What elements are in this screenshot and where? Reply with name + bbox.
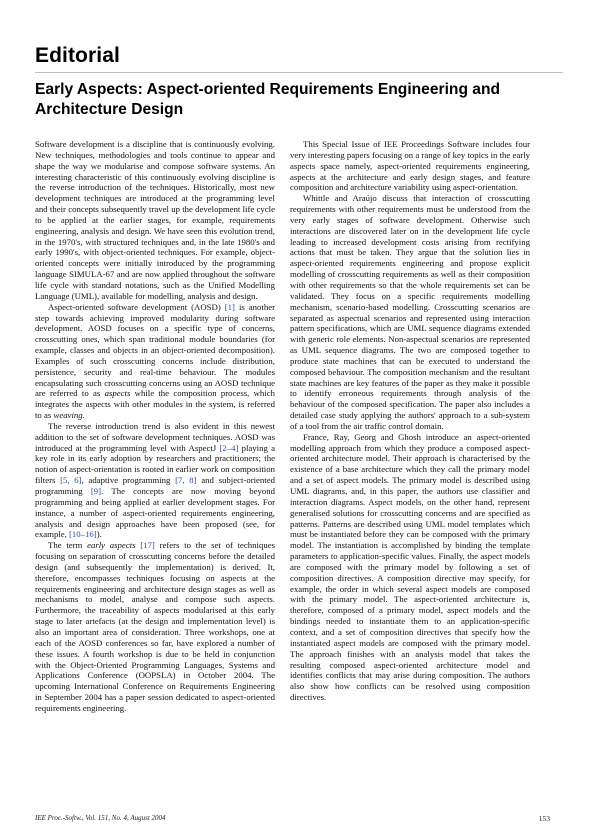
paragraph: This Special Issue of IEE Proceedings Software includes four very interesting papers focusing on a range of key topics in the early aspects space namely, aspect-oriented requirements engineering, aspects at the architecture and early design stages, and feature composition and architecture variability using aspect-orientation. bbox=[290, 139, 530, 193]
citation-link[interactable]: [5, 6] bbox=[60, 475, 82, 486]
citation-link[interactable]: [2–4] bbox=[219, 442, 239, 453]
header-rule bbox=[35, 72, 563, 73]
section-kicker: Editorial bbox=[35, 44, 120, 67]
paragraph: France, Ray, Georg and Ghosh introduce an aspect-oriented modelling approach from which they produce a composed aspect-oriented architecture model. Their approach is characterised by the existence of a base architecture which they call the primary model and a set of aspect models. The primary model is described using UML diagrams, and, in this paper, the authors use classifier and interaction diagrams. Aspect models, on the other hand, represent generalised solutions for crosscutting concerns and are specified as patterns. Patterns are described using UML model templates which must be instantiated before they can be composed with the primary model. The instantiation is accomplished by binding the template parameters to application-specific values. Finally, the aspect models are composed with the primary model by following a set of composition directives. A composition directive may specify, for example, the order in which several aspect models are composed with the primary model. The aspect-oriented architecture is, therefore, composed of a primary model, aspect models and the bindings needed to instantiate them to an application-specific context, and a set of composition directives that specify how the instantiated aspect models are composed with the primary model. The approach finishes with an analysis model that takes the resulting composed aspect-oriented architecture model and identifies conflicts that may arise during composition. The authors also show how conflicts can be resolved using composition directives. bbox=[290, 431, 530, 703]
page-number: 153 bbox=[538, 814, 550, 823]
paragraph: Software development is a discipline that is continuously evolving. New techniques, methodologies and tools continue to appear and shape the way we modularise and compose software systems. An interesting characteristic of this continuously evolving discipline is the reverse introduction of the techniques. Historically, most new development techniques are introduced at the programming level and their concepts subsequently travel up the development life cycle to be applied at the earlier stages, for example, requirements engineering, analysis and design. We have seen this evolution trend, in the 1970's, with structured techniques and, in the late 1980's and early 1990's, with object-oriented techniques. For example, object-oriented concepts were initially introduced by the programming language SIMULA-67 and are now applied throughout the software life cycle with standard notations, such as the Unified Modelling Language (UML), available for modelling, analysis and design. bbox=[35, 139, 275, 301]
left-column bbox=[35, 139, 275, 714]
citation-link[interactable]: [7, 8] bbox=[175, 475, 197, 486]
citation-link[interactable]: [17] bbox=[135, 540, 155, 551]
citation-link[interactable]: [1] bbox=[224, 301, 235, 312]
citation-link[interactable]: [9] bbox=[90, 486, 102, 496]
article-title: Early Aspects: Aspect-oriented Requirements Engineering and Architecture Design bbox=[35, 81, 501, 118]
paragraph: Whittle and Araújo discuss that interaction of crosscutting requirements with other requirements must be understood from the very early stages of software development. Otherwise such interactions are discovered later on in the development life cycle leading to increased development costs arising from rectifying actions that must be taken. They argue that the solution lies in aspect-oriented requirements engineering and propose explicit modelling of crosscutting requirements as well as their composition with other requirements so that the whole requirements set can be validated. They focus on a specific requirements modelling mechanism, scenario-based modelling. Crosscutting scenarios are separated as aspectual scenarios and represented using interaction pattern specifications, which are UML sequence diagrams extended with generic role elements. Non-aspectual scenarios are represented as UML sequence diagrams. The two are composed together to produce state machines that can be executed to understand the composed behaviour. The composition mechanism and the resultant state machines are key features of the paper as they make it possible to identify erroneous requirements through analysis of the behaviour of the composed specification. The paper also includes a detailed case study applying the authors' approach to a sub-system of a tool from the air traffic control domain. bbox=[290, 193, 530, 431]
paragraph: Aspect-oriented software development (AOSD) [1] is another step towards achieving improved modularity during software development. AOSD focuses on a specific type of concerns, crosscutting ones, which span traditional module boundaries (for example, classes and objects in an object-oriented decomposition). Examples of such crosscutting concerns include distribution, persistence, security and real-time behaviour. The modules encapsulating such crosscutting concerns using an AOSD technique are referred to as aspects while the composition process, which integrates the aspects with other modules in the system, is referred to as weaving. bbox=[35, 301, 275, 421]
citation-link[interactable]: [10–16] bbox=[69, 529, 97, 540]
journal-citation: IEE Proc.-Softw., Vol. 151, No. 4, August 2004 bbox=[35, 814, 166, 822]
paragraph: The reverse introduction trend is also evident in this newest addition to the set of software development techniques. AOSD was introduced at the programming level with AspectJ [2–4] playing a key role in its early adoption by researchers and practitioners; the notion of aspect-orientation is rooted in earlier work on composition filters [5, 6], adaptive programming [7, 8] and subject-oriented programming [9]. The concepts are now moving beyond programming and being applied at earlier development stages. For instance, a number of aspect-oriented requirements engineering, analysis and design approaches have been proposed (see, for example, [10–16]). bbox=[35, 420, 275, 540]
paragraph: The term early aspects [17] refers to the set of techniques focusing on separation of crosscutting concerns before the detailed design (and subsequently the implementation) is derived. It, therefore, encompasses techniques focusing on aspects at the requirements engineering and architecture design stages as well as mechanisms to model, analyse and compose such aspects. Furthermore, the traceability of aspects modularised at this early stage to later artefacts (at the design and implementation level) is also an important area of consideration. Three workshops, one at each of the AOSD conferences so far, have explored a number of these issues. A fourth workshop is due to be held in conjunction with the Object-Oriented Programming Languages, Systems and Applications Conference (OOPSLA) in October 2004. The upcoming International Conference on Requirements Engineering in September 2004 has a paper session dedicated to aspect-oriented requirements engineering. bbox=[35, 540, 275, 713]
right-column bbox=[290, 139, 530, 703]
